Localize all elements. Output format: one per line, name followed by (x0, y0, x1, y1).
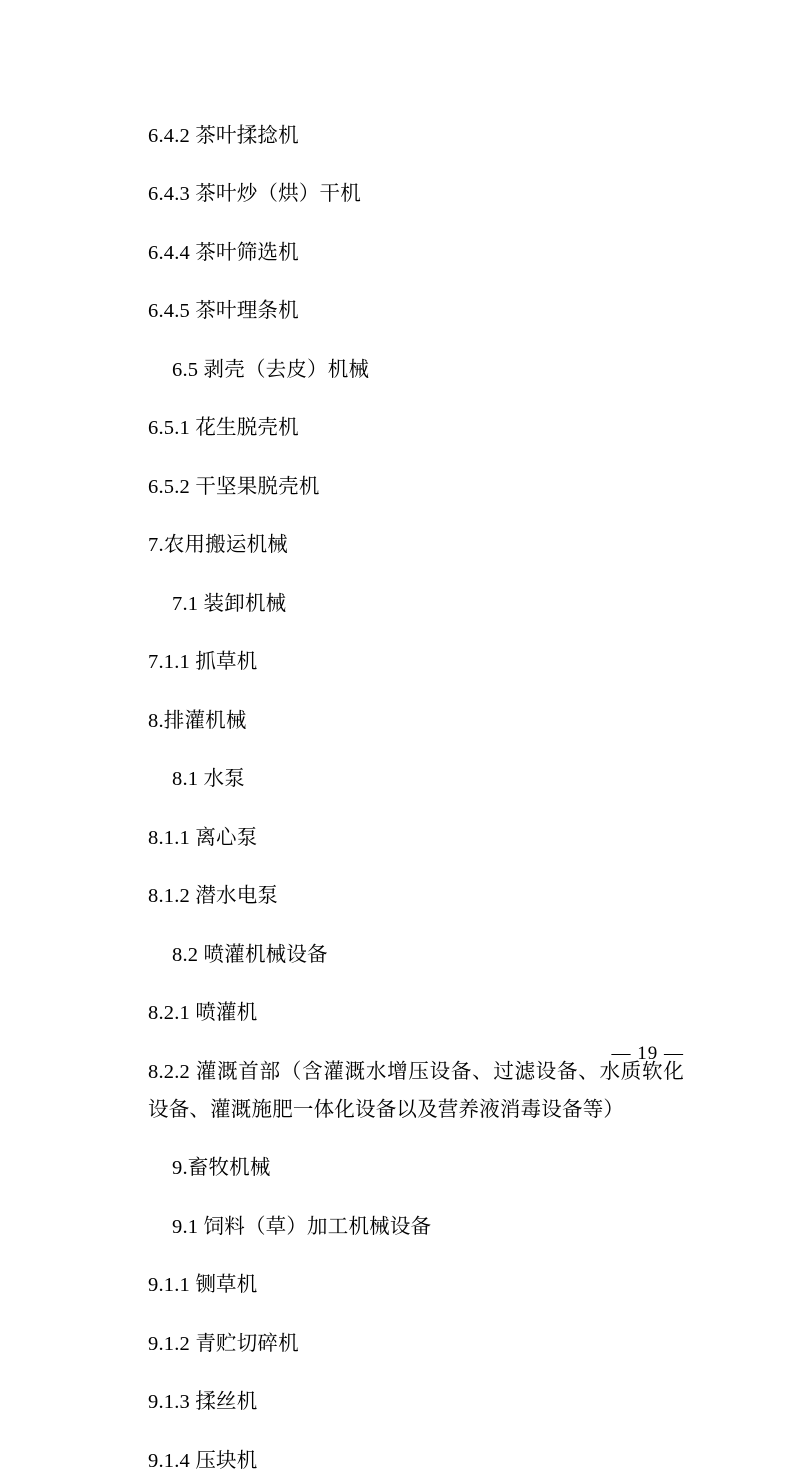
document-line: 8.2.2 灌溉首部（含灌溉水增压设备、过滤设备、水质软化设备、灌溉施肥一体化设备以及营养液消毒设备等） (148, 1060, 684, 1121)
document-line: 9.畜牧机械 (172, 1157, 271, 1179)
document-line: 8.2 喷灌机械设备 (172, 943, 328, 966)
document-line: 6.4.3 茶叶炒（烘）干机 (148, 183, 361, 205)
document-line: 8.排灌机械 (148, 709, 247, 732)
document-line: 6.5 剥壳（去皮）机械 (172, 358, 370, 381)
document-line: 8.1.1 离心泵 (148, 826, 258, 849)
document-line: 6.4.4 茶叶筛选机 (148, 241, 299, 264)
document-line: 9.1 饲料（草）加工机械设备 (172, 1215, 432, 1238)
document-line: 9.1.2 青贮切碎机 (148, 1332, 299, 1355)
document-line: 6.5.1 花生脱壳机 (148, 417, 299, 439)
document-line: 9.1.1 铡草机 (148, 1274, 258, 1296)
document-line: 6.4.5 茶叶理条机 (148, 300, 299, 322)
document-line: 6.5.2 干坚果脱壳机 (148, 475, 320, 498)
document-line: 7.农用搬运机械 (148, 534, 288, 556)
document-line: 7.1 装卸机械 (172, 592, 287, 615)
page-number: — 19 — (611, 1043, 684, 1064)
document-line: 8.2.1 喷灌机 (148, 1002, 258, 1024)
document-line: 8.1.2 潜水电泵 (148, 885, 279, 907)
document-line: 8.1 水泵 (172, 768, 245, 790)
document-line: 6.4.2 茶叶揉捻机 (148, 124, 299, 147)
document-body (148, 117, 684, 1480)
document-line: 9.1.4 压块机 (148, 1449, 258, 1472)
document-line: 7.1.1 抓草机 (148, 651, 258, 673)
document-line: 9.1.3 揉丝机 (148, 1391, 258, 1413)
